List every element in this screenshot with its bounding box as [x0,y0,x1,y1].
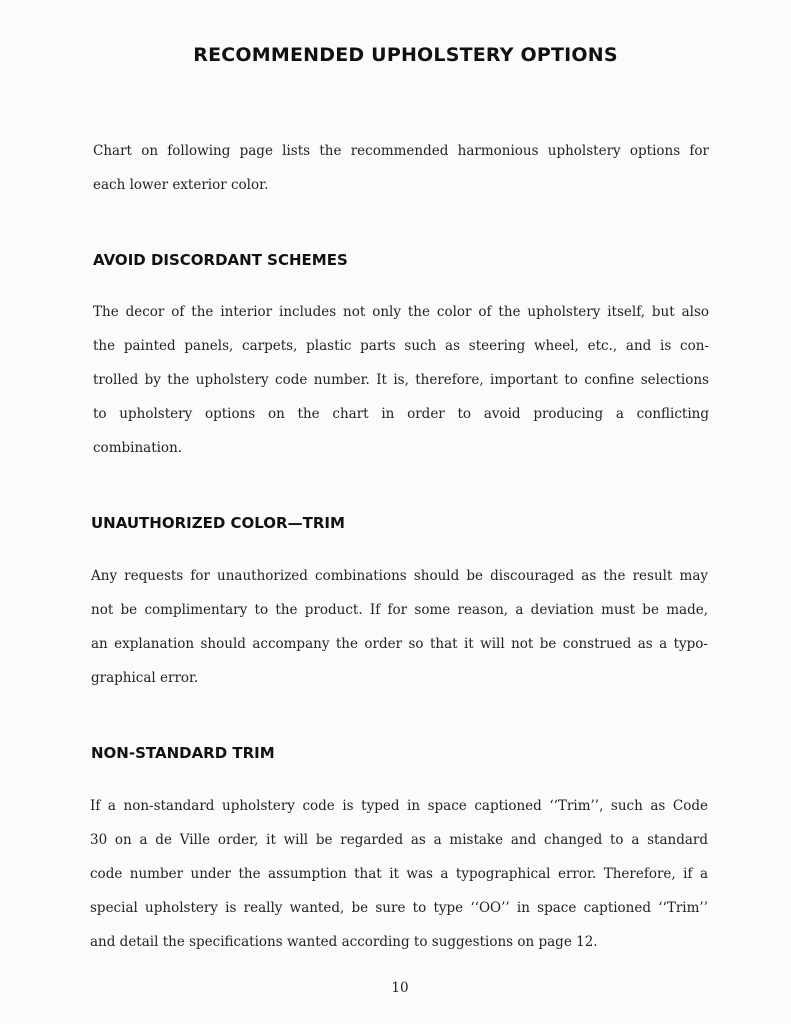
section-heading-unauthorized-color-trim: UNAUTHORIZED COLOR—TRIM [91,514,345,532]
text-line: Chart on following page lists the recommended harmonious upholstery options for [93,143,709,159]
text-line: combination. [93,440,183,456]
text-line: Any requests for unauthorized combinations should be discouraged as the result may [91,568,708,584]
text-line: an explanation should accompany the order so that it will not be construed as a typo- [91,636,708,652]
text-line: graphical error. [91,670,199,686]
text-line: The decor of the interior includes not only the color of the upholstery itself, but also [93,304,709,320]
text-line: not be complimentary to the product. If for some reason, a deviation must be made, [91,602,708,618]
text-line: If a non-standard upholstery code is typed in space captioned ‘‘Trim’’, such as Code [90,798,708,814]
section-heading-non-standard-trim: NON-STANDARD TRIM [91,744,275,762]
text-line: special upholstery is really wanted, be sure to type ‘‘OO’’ in space captioned ‘‘Trim’’ [90,900,708,916]
text-line: code number under the assumption that it was a typographical error. Therefore, if a [90,866,708,882]
text-line: trolled by the upholstery code number. It is, therefore, important to confine selections [93,372,709,388]
text-line: 30 on a de Ville order, it will be regarded as a mistake and changed to a standard [90,832,708,848]
section-heading-avoid-discordant-schemes: AVOID DISCORDANT SCHEMES [93,251,348,269]
text-line: the painted panels, carpets, plastic parts such as steering wheel, etc., and is con- [93,338,709,354]
text-line: and detail the specifications wanted according to suggestions on page 12. [90,934,598,950]
page-title: RECOMMENDED UPHOLSTERY OPTIONS [193,44,618,66]
text-line: to upholstery options on the chart in order to avoid producing a conflicting [93,406,709,422]
page-number: 10 [391,980,409,996]
text-line: each lower exterior color. [93,177,269,193]
